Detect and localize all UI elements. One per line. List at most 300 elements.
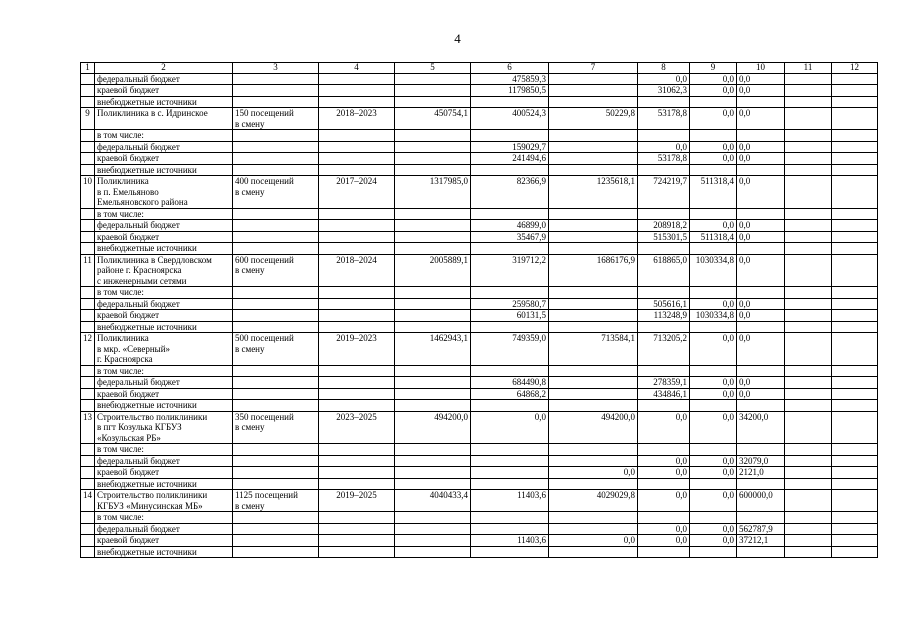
table-row <box>81 535 878 547</box>
value-cell-6 <box>471 130 549 142</box>
value-cell-7 <box>549 153 638 165</box>
value-cell-9: 0,0 <box>690 141 737 153</box>
value-cell-6 <box>471 455 549 467</box>
row-number <box>81 400 95 412</box>
value-cell-11 <box>785 220 832 232</box>
value-cell-7: 4029029,8 <box>549 490 638 512</box>
value-cell-5 <box>395 153 471 165</box>
value-cell-11 <box>785 333 832 366</box>
value-cell-7 <box>549 400 638 412</box>
value-cell-12 <box>832 388 878 400</box>
value-cell-10: 2121,0 <box>737 467 785 479</box>
value-cell-10: 37212,1 <box>737 535 785 547</box>
value-cell-5 <box>395 535 471 547</box>
object-name-cell: Строительство поликлиники КГБУЗ «Минусинская МБ» <box>95 490 233 512</box>
period-cell <box>319 96 395 108</box>
value-cell-9: 0,0 <box>690 490 737 512</box>
value-cell-6: 35467,9 <box>471 231 549 243</box>
object-name-cell: федеральный бюджет <box>95 523 233 535</box>
value-cell-10: 0,0 <box>737 298 785 310</box>
table-row <box>81 321 878 333</box>
value-cell-11 <box>785 85 832 97</box>
object-name-cell: внебюджетные источники <box>95 164 233 176</box>
value-cell-7 <box>549 310 638 322</box>
value-cell-12 <box>832 523 878 535</box>
value-cell-11 <box>785 254 832 287</box>
value-cell-11 <box>785 365 832 377</box>
value-cell-9 <box>690 96 737 108</box>
value-cell-10 <box>737 96 785 108</box>
value-cell-12 <box>832 96 878 108</box>
object-name-cell: краевой бюджет <box>95 388 233 400</box>
value-cell-11 <box>785 310 832 322</box>
value-cell-6 <box>471 546 549 558</box>
value-cell-10: 0,0 <box>737 254 785 287</box>
value-cell-12 <box>832 287 878 299</box>
value-cell-8: 0,0 <box>638 141 690 153</box>
capacity-cell <box>233 478 319 490</box>
value-cell-7 <box>549 444 638 456</box>
table-row <box>81 108 878 130</box>
value-cell-11 <box>785 96 832 108</box>
period-cell <box>319 231 395 243</box>
value-cell-11 <box>785 444 832 456</box>
capacity-cell <box>233 130 319 142</box>
capacity-cell: 400 посещений в смену <box>233 176 319 209</box>
value-cell-7: 0,0 <box>549 535 638 547</box>
object-name-cell: внебюджетные источники <box>95 546 233 558</box>
value-cell-9: 0,0 <box>690 153 737 165</box>
value-cell-10 <box>737 546 785 558</box>
table-row <box>81 467 878 479</box>
object-name-cell: внебюджетные источники <box>95 96 233 108</box>
value-cell-10 <box>737 164 785 176</box>
value-cell-8: 724219,7 <box>638 176 690 209</box>
value-cell-5 <box>395 365 471 377</box>
value-cell-12 <box>832 164 878 176</box>
column-header-8: 8 <box>638 63 690 74</box>
value-cell-5 <box>395 310 471 322</box>
value-cell-7 <box>549 130 638 142</box>
value-cell-8 <box>638 400 690 412</box>
value-cell-5 <box>395 321 471 333</box>
value-cell-6: 64868,2 <box>471 388 549 400</box>
period-cell <box>319 321 395 333</box>
value-cell-5 <box>395 85 471 97</box>
value-cell-9 <box>690 321 737 333</box>
object-name-cell: Поликлиника в Свердловском районе г. Красноярска с инженерными сетями <box>95 254 233 287</box>
object-name-cell: краевой бюджет <box>95 231 233 243</box>
capacity-cell <box>233 298 319 310</box>
column-header-6: 6 <box>471 63 549 74</box>
object-name-cell: Поликлиника в мкр. «Северный» г. Красноярска <box>95 333 233 366</box>
value-cell-9 <box>690 208 737 220</box>
row-number <box>81 523 95 535</box>
value-cell-8 <box>638 287 690 299</box>
capacity-cell <box>233 377 319 389</box>
value-cell-8 <box>638 130 690 142</box>
value-cell-11 <box>785 478 832 490</box>
period-cell <box>319 467 395 479</box>
value-cell-11 <box>785 388 832 400</box>
value-cell-6: 46899,0 <box>471 220 549 232</box>
value-cell-7 <box>549 164 638 176</box>
value-cell-9: 0,0 <box>690 411 737 444</box>
value-cell-12 <box>832 208 878 220</box>
table-row <box>81 411 878 444</box>
value-cell-10 <box>737 321 785 333</box>
value-cell-6 <box>471 321 549 333</box>
value-cell-10: 0,0 <box>737 388 785 400</box>
period-cell <box>319 400 395 412</box>
value-cell-11 <box>785 490 832 512</box>
period-cell <box>319 377 395 389</box>
value-cell-8: 515301,5 <box>638 231 690 243</box>
value-cell-12 <box>832 411 878 444</box>
value-cell-5 <box>395 377 471 389</box>
value-cell-8 <box>638 164 690 176</box>
object-name-cell: в том числе: <box>95 512 233 524</box>
value-cell-8: 0,0 <box>638 73 690 85</box>
value-cell-12 <box>832 512 878 524</box>
value-cell-7 <box>549 287 638 299</box>
value-cell-11 <box>785 512 832 524</box>
table-row <box>81 310 878 322</box>
table-row <box>81 96 878 108</box>
value-cell-6: 11403,6 <box>471 490 549 512</box>
value-cell-6: 82366,9 <box>471 176 549 209</box>
period-cell <box>319 444 395 456</box>
capacity-cell <box>233 321 319 333</box>
row-number <box>81 85 95 97</box>
value-cell-12 <box>832 535 878 547</box>
table-row <box>81 254 878 287</box>
value-cell-6: 159029,7 <box>471 141 549 153</box>
value-cell-6 <box>471 444 549 456</box>
value-cell-6 <box>471 287 549 299</box>
value-cell-5 <box>395 455 471 467</box>
value-cell-12 <box>832 321 878 333</box>
value-cell-12 <box>832 254 878 287</box>
capacity-cell <box>233 164 319 176</box>
value-cell-8: 618865,0 <box>638 254 690 287</box>
period-cell: 2019–2023 <box>319 333 395 366</box>
value-cell-8 <box>638 444 690 456</box>
value-cell-10 <box>737 243 785 255</box>
row-number <box>81 478 95 490</box>
value-cell-8: 31062,3 <box>638 85 690 97</box>
value-cell-7 <box>549 298 638 310</box>
object-name-cell: в том числе: <box>95 130 233 142</box>
value-cell-10 <box>737 208 785 220</box>
value-cell-8: 278359,1 <box>638 377 690 389</box>
value-cell-7: 1686176,9 <box>549 254 638 287</box>
row-number <box>81 546 95 558</box>
value-cell-5 <box>395 96 471 108</box>
value-cell-6 <box>471 467 549 479</box>
row-number <box>81 164 95 176</box>
value-cell-5: 2005889,1 <box>395 254 471 287</box>
value-cell-10: 0,0 <box>737 310 785 322</box>
value-cell-12 <box>832 400 878 412</box>
value-cell-8 <box>638 208 690 220</box>
value-cell-8: 0,0 <box>638 490 690 512</box>
table-row <box>81 176 878 209</box>
value-cell-9: 0,0 <box>690 220 737 232</box>
capacity-cell <box>233 243 319 255</box>
value-cell-7 <box>549 546 638 558</box>
value-cell-8 <box>638 478 690 490</box>
value-cell-9: 0,0 <box>690 467 737 479</box>
column-header-2: 2 <box>95 63 233 74</box>
value-cell-5 <box>395 478 471 490</box>
capacity-cell <box>233 153 319 165</box>
table-row <box>81 153 878 165</box>
table-row <box>81 208 878 220</box>
value-cell-10 <box>737 444 785 456</box>
period-cell <box>319 455 395 467</box>
table-row <box>81 231 878 243</box>
value-cell-10 <box>737 130 785 142</box>
value-cell-10: 0,0 <box>737 231 785 243</box>
capacity-cell <box>233 388 319 400</box>
value-cell-6: 749359,0 <box>471 333 549 366</box>
object-name-cell: в том числе: <box>95 365 233 377</box>
value-cell-12 <box>832 220 878 232</box>
value-cell-6 <box>471 243 549 255</box>
table-row <box>81 400 878 412</box>
capacity-cell: 600 посещений в смену <box>233 254 319 287</box>
value-cell-10: 0,0 <box>737 153 785 165</box>
value-cell-11 <box>785 535 832 547</box>
value-cell-12 <box>832 490 878 512</box>
value-cell-12 <box>832 231 878 243</box>
value-cell-9 <box>690 130 737 142</box>
table-row <box>81 365 878 377</box>
value-cell-9: 0,0 <box>690 388 737 400</box>
capacity-cell <box>233 467 319 479</box>
value-cell-6 <box>471 478 549 490</box>
value-cell-12 <box>832 478 878 490</box>
row-number: 14 <box>81 490 95 512</box>
value-cell-9: 0,0 <box>690 108 737 130</box>
capacity-cell: 350 посещений в смену <box>233 411 319 444</box>
value-cell-7 <box>549 377 638 389</box>
value-cell-8: 0,0 <box>638 535 690 547</box>
table-row <box>81 546 878 558</box>
row-number <box>81 287 95 299</box>
capacity-cell <box>233 455 319 467</box>
table-row <box>81 377 878 389</box>
capacity-cell <box>233 535 319 547</box>
table-body <box>81 63 878 558</box>
capacity-cell <box>233 523 319 535</box>
value-cell-11 <box>785 243 832 255</box>
value-cell-5: 4040433,4 <box>395 490 471 512</box>
row-number <box>81 220 95 232</box>
row-number <box>81 231 95 243</box>
value-cell-10: 32079,0 <box>737 455 785 467</box>
object-name-cell: Поликлиника в с. Идринское <box>95 108 233 130</box>
value-cell-7: 713584,1 <box>549 333 638 366</box>
row-number <box>81 388 95 400</box>
capacity-cell <box>233 400 319 412</box>
value-cell-11 <box>785 176 832 209</box>
column-header-11: 11 <box>785 63 832 74</box>
table-row <box>81 220 878 232</box>
row-number <box>81 96 95 108</box>
value-cell-5 <box>395 400 471 412</box>
table-row <box>81 73 878 85</box>
value-cell-12 <box>832 444 878 456</box>
value-cell-6: 1179850,5 <box>471 85 549 97</box>
value-cell-10: 0,0 <box>737 108 785 130</box>
value-cell-11 <box>785 321 832 333</box>
value-cell-5 <box>395 208 471 220</box>
table-row <box>81 388 878 400</box>
value-cell-8 <box>638 546 690 558</box>
object-name-cell: федеральный бюджет <box>95 220 233 232</box>
value-cell-11 <box>785 287 832 299</box>
value-cell-10: 0,0 <box>737 85 785 97</box>
object-name-cell: федеральный бюджет <box>95 141 233 153</box>
capacity-cell <box>233 287 319 299</box>
object-name-cell: внебюджетные источники <box>95 243 233 255</box>
capacity-cell: 1125 посещений в смену <box>233 490 319 512</box>
row-number <box>81 377 95 389</box>
row-number <box>81 243 95 255</box>
value-cell-9: 0,0 <box>690 298 737 310</box>
value-cell-9 <box>690 478 737 490</box>
value-cell-11 <box>785 153 832 165</box>
value-cell-9 <box>690 164 737 176</box>
value-cell-12 <box>832 73 878 85</box>
value-cell-5 <box>395 546 471 558</box>
period-cell <box>319 310 395 322</box>
period-cell <box>319 535 395 547</box>
row-number <box>81 321 95 333</box>
row-number <box>81 208 95 220</box>
value-cell-7 <box>549 455 638 467</box>
value-cell-8 <box>638 96 690 108</box>
row-number <box>81 298 95 310</box>
value-cell-7 <box>549 231 638 243</box>
row-number <box>81 512 95 524</box>
object-name-cell: в том числе: <box>95 208 233 220</box>
period-cell <box>319 478 395 490</box>
value-cell-6 <box>471 96 549 108</box>
value-cell-9: 0,0 <box>690 85 737 97</box>
value-cell-5 <box>395 130 471 142</box>
value-cell-7 <box>549 208 638 220</box>
value-cell-6: 259580,7 <box>471 298 549 310</box>
period-cell: 2018–2024 <box>319 254 395 287</box>
value-cell-6: 60131,5 <box>471 310 549 322</box>
value-cell-11 <box>785 523 832 535</box>
row-number: 9 <box>81 108 95 130</box>
period-cell <box>319 73 395 85</box>
value-cell-11 <box>785 546 832 558</box>
value-cell-8 <box>638 365 690 377</box>
capacity-cell <box>233 231 319 243</box>
value-cell-12 <box>832 310 878 322</box>
value-cell-10 <box>737 478 785 490</box>
column-header-4: 4 <box>319 63 395 74</box>
value-cell-10: 34200,0 <box>737 411 785 444</box>
period-cell <box>319 523 395 535</box>
value-cell-10: 562787,9 <box>737 523 785 535</box>
value-cell-7 <box>549 85 638 97</box>
value-cell-12 <box>832 176 878 209</box>
value-cell-7 <box>549 388 638 400</box>
row-number: 12 <box>81 333 95 366</box>
value-cell-6 <box>471 164 549 176</box>
row-number: 13 <box>81 411 95 444</box>
column-header-12: 12 <box>832 63 878 74</box>
value-cell-11 <box>785 231 832 243</box>
capacity-cell: 500 посещений в смену <box>233 333 319 366</box>
value-cell-7 <box>549 243 638 255</box>
column-header-10: 10 <box>737 63 785 74</box>
value-cell-6: 0,0 <box>471 411 549 444</box>
value-cell-9: 1030334,8 <box>690 254 737 287</box>
value-cell-8: 53178,8 <box>638 153 690 165</box>
column-header-1: 1 <box>81 63 95 74</box>
period-cell <box>319 365 395 377</box>
value-cell-11 <box>785 108 832 130</box>
capacity-cell <box>233 444 319 456</box>
period-cell: 2019–2025 <box>319 490 395 512</box>
value-cell-11 <box>785 467 832 479</box>
capacity-cell <box>233 141 319 153</box>
value-cell-8: 0,0 <box>638 411 690 444</box>
value-cell-8: 434846,1 <box>638 388 690 400</box>
value-cell-7 <box>549 96 638 108</box>
row-number <box>81 365 95 377</box>
table-row <box>81 287 878 299</box>
value-cell-10: 0,0 <box>737 176 785 209</box>
capacity-cell <box>233 220 319 232</box>
column-header-5: 5 <box>395 63 471 74</box>
value-cell-9: 511318,4 <box>690 176 737 209</box>
row-number <box>81 73 95 85</box>
value-cell-11 <box>785 130 832 142</box>
object-name-cell: Поликлиника в п. Емельяново Емельяновского района <box>95 176 233 209</box>
table-row <box>81 141 878 153</box>
value-cell-7: 494200,0 <box>549 411 638 444</box>
row-number <box>81 535 95 547</box>
value-cell-9: 0,0 <box>690 333 737 366</box>
value-cell-8: 53178,8 <box>638 108 690 130</box>
value-cell-9 <box>690 546 737 558</box>
object-name-cell: федеральный бюджет <box>95 73 233 85</box>
value-cell-5 <box>395 73 471 85</box>
row-number <box>81 455 95 467</box>
value-cell-7 <box>549 141 638 153</box>
value-cell-9 <box>690 243 737 255</box>
value-cell-11 <box>785 455 832 467</box>
value-cell-9 <box>690 512 737 524</box>
value-cell-7 <box>549 73 638 85</box>
value-cell-9: 0,0 <box>690 73 737 85</box>
capacity-cell: 150 посещений в смену <box>233 108 319 130</box>
value-cell-6: 684490,8 <box>471 377 549 389</box>
period-cell <box>319 243 395 255</box>
value-cell-12 <box>832 298 878 310</box>
table-row <box>81 523 878 535</box>
capacity-cell <box>233 512 319 524</box>
period-cell <box>319 512 395 524</box>
